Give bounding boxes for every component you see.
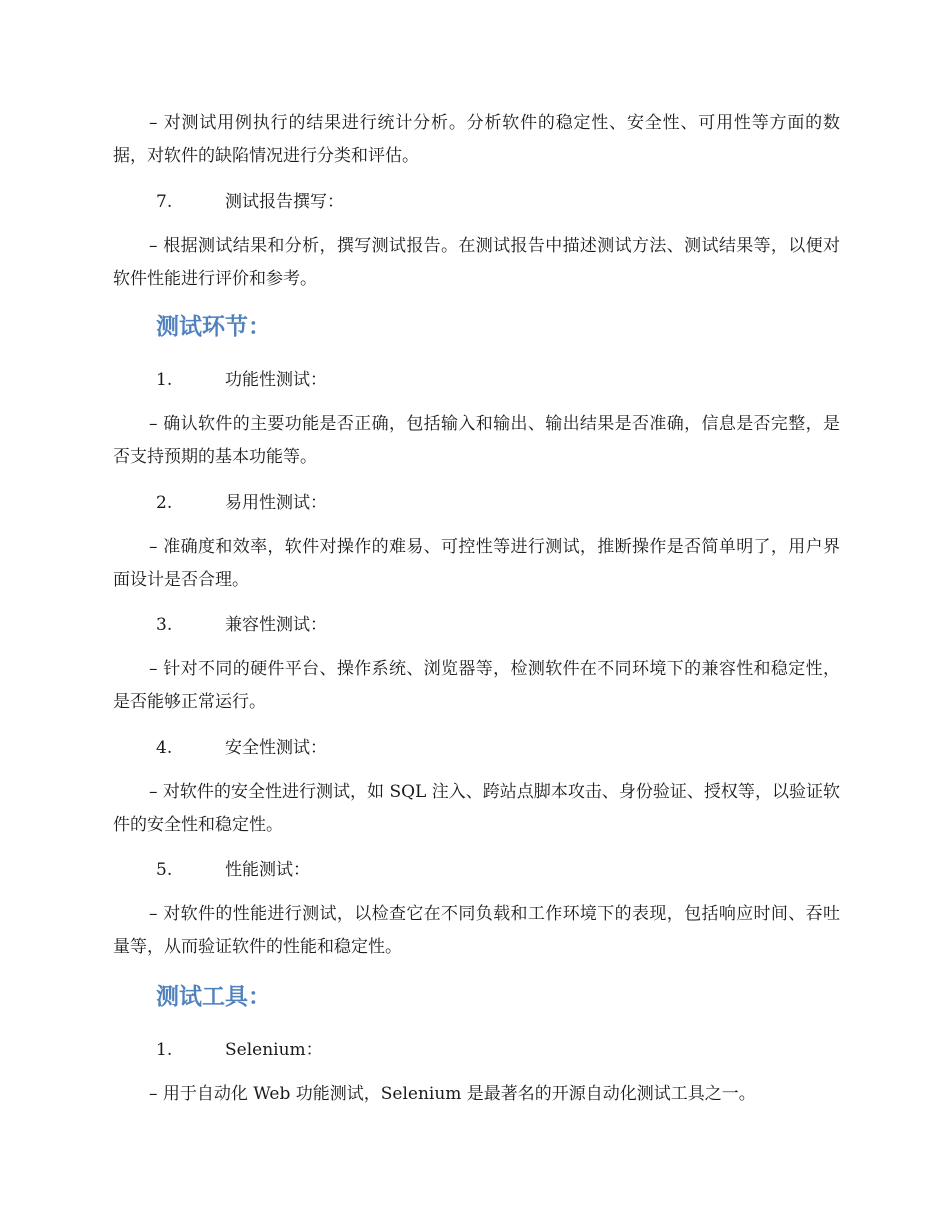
list-number: 5. (156, 860, 173, 880)
list-number: 4. (156, 738, 173, 758)
stage-4-description (113, 776, 840, 842)
paragraph-text: – 对软件的安全性进行测试，如 SQL 注入、跨站点脚本攻击、身份验证、授权等，以验证软件的安全性和稳定性。 (113, 782, 840, 835)
list-number: 1. (156, 370, 173, 390)
list-label: 测试报告撰写： (225, 192, 344, 212)
list-number: 2. (156, 493, 173, 513)
paragraph-text: – 用于自动化 Web 功能测试，Selenium 是最著名的开源自动化测试工具之一。 (149, 1084, 756, 1104)
list-label: 安全性测试： (225, 738, 327, 758)
tool-1-description (113, 1078, 840, 1111)
stage-5-description (113, 898, 840, 964)
list-number: 3. (156, 615, 173, 635)
paragraph-text: – 根据测试结果和分析，撰写测试报告。在测试报告中描述测试方法、测试结果等，以便对软件性能进行评价和参考。 (113, 236, 840, 289)
section-heading-stages: 测试环节： (156, 314, 271, 340)
list-label: 功能性测试： (225, 370, 327, 390)
paragraph-text: – 确认软件的主要功能是否正确，包括输入和输出、输出结果是否准确，信息是否完整，是否支持预期的基本功能等。 (113, 414, 840, 467)
list-label: 性能测试： (225, 860, 310, 880)
list-label: 易用性测试： (225, 493, 327, 513)
paragraph-text: – 对软件的性能进行测试，以检查它在不同负载和工作环境下的表现，包括响应时间、吞吐量等，从而验证软件的性能和稳定性。 (113, 904, 840, 957)
paragraph-text: – 准确度和效率，软件对操作的难易、可控性等进行测试，推断操作是否简单明了，用户界面设计是否合理。 (113, 537, 840, 590)
stage-1-description (113, 408, 840, 474)
paragraph-text: – 针对不同的硬件平台、操作系统、浏览器等，检测软件在不同环境下的兼容性和稳定性，是否能够正常运行。 (113, 659, 840, 712)
stage-3-description (113, 653, 840, 719)
list-label: Selenium： (225, 1040, 323, 1060)
stage-2-description (113, 531, 840, 597)
report-paragraph (113, 230, 840, 296)
list-number: 1. (156, 1040, 173, 1060)
list-number: 7. (156, 192, 173, 212)
section-heading-tools: 测试工具： (156, 984, 271, 1010)
paragraph-text: – 对测试用例执行的结果进行统计分析。分析软件的稳定性、安全性、可用性等方面的数据，对软件的缺陷情况进行分类和评估。 (113, 113, 840, 166)
list-label: 兼容性测试： (225, 615, 327, 635)
analysis-paragraph (113, 107, 840, 173)
